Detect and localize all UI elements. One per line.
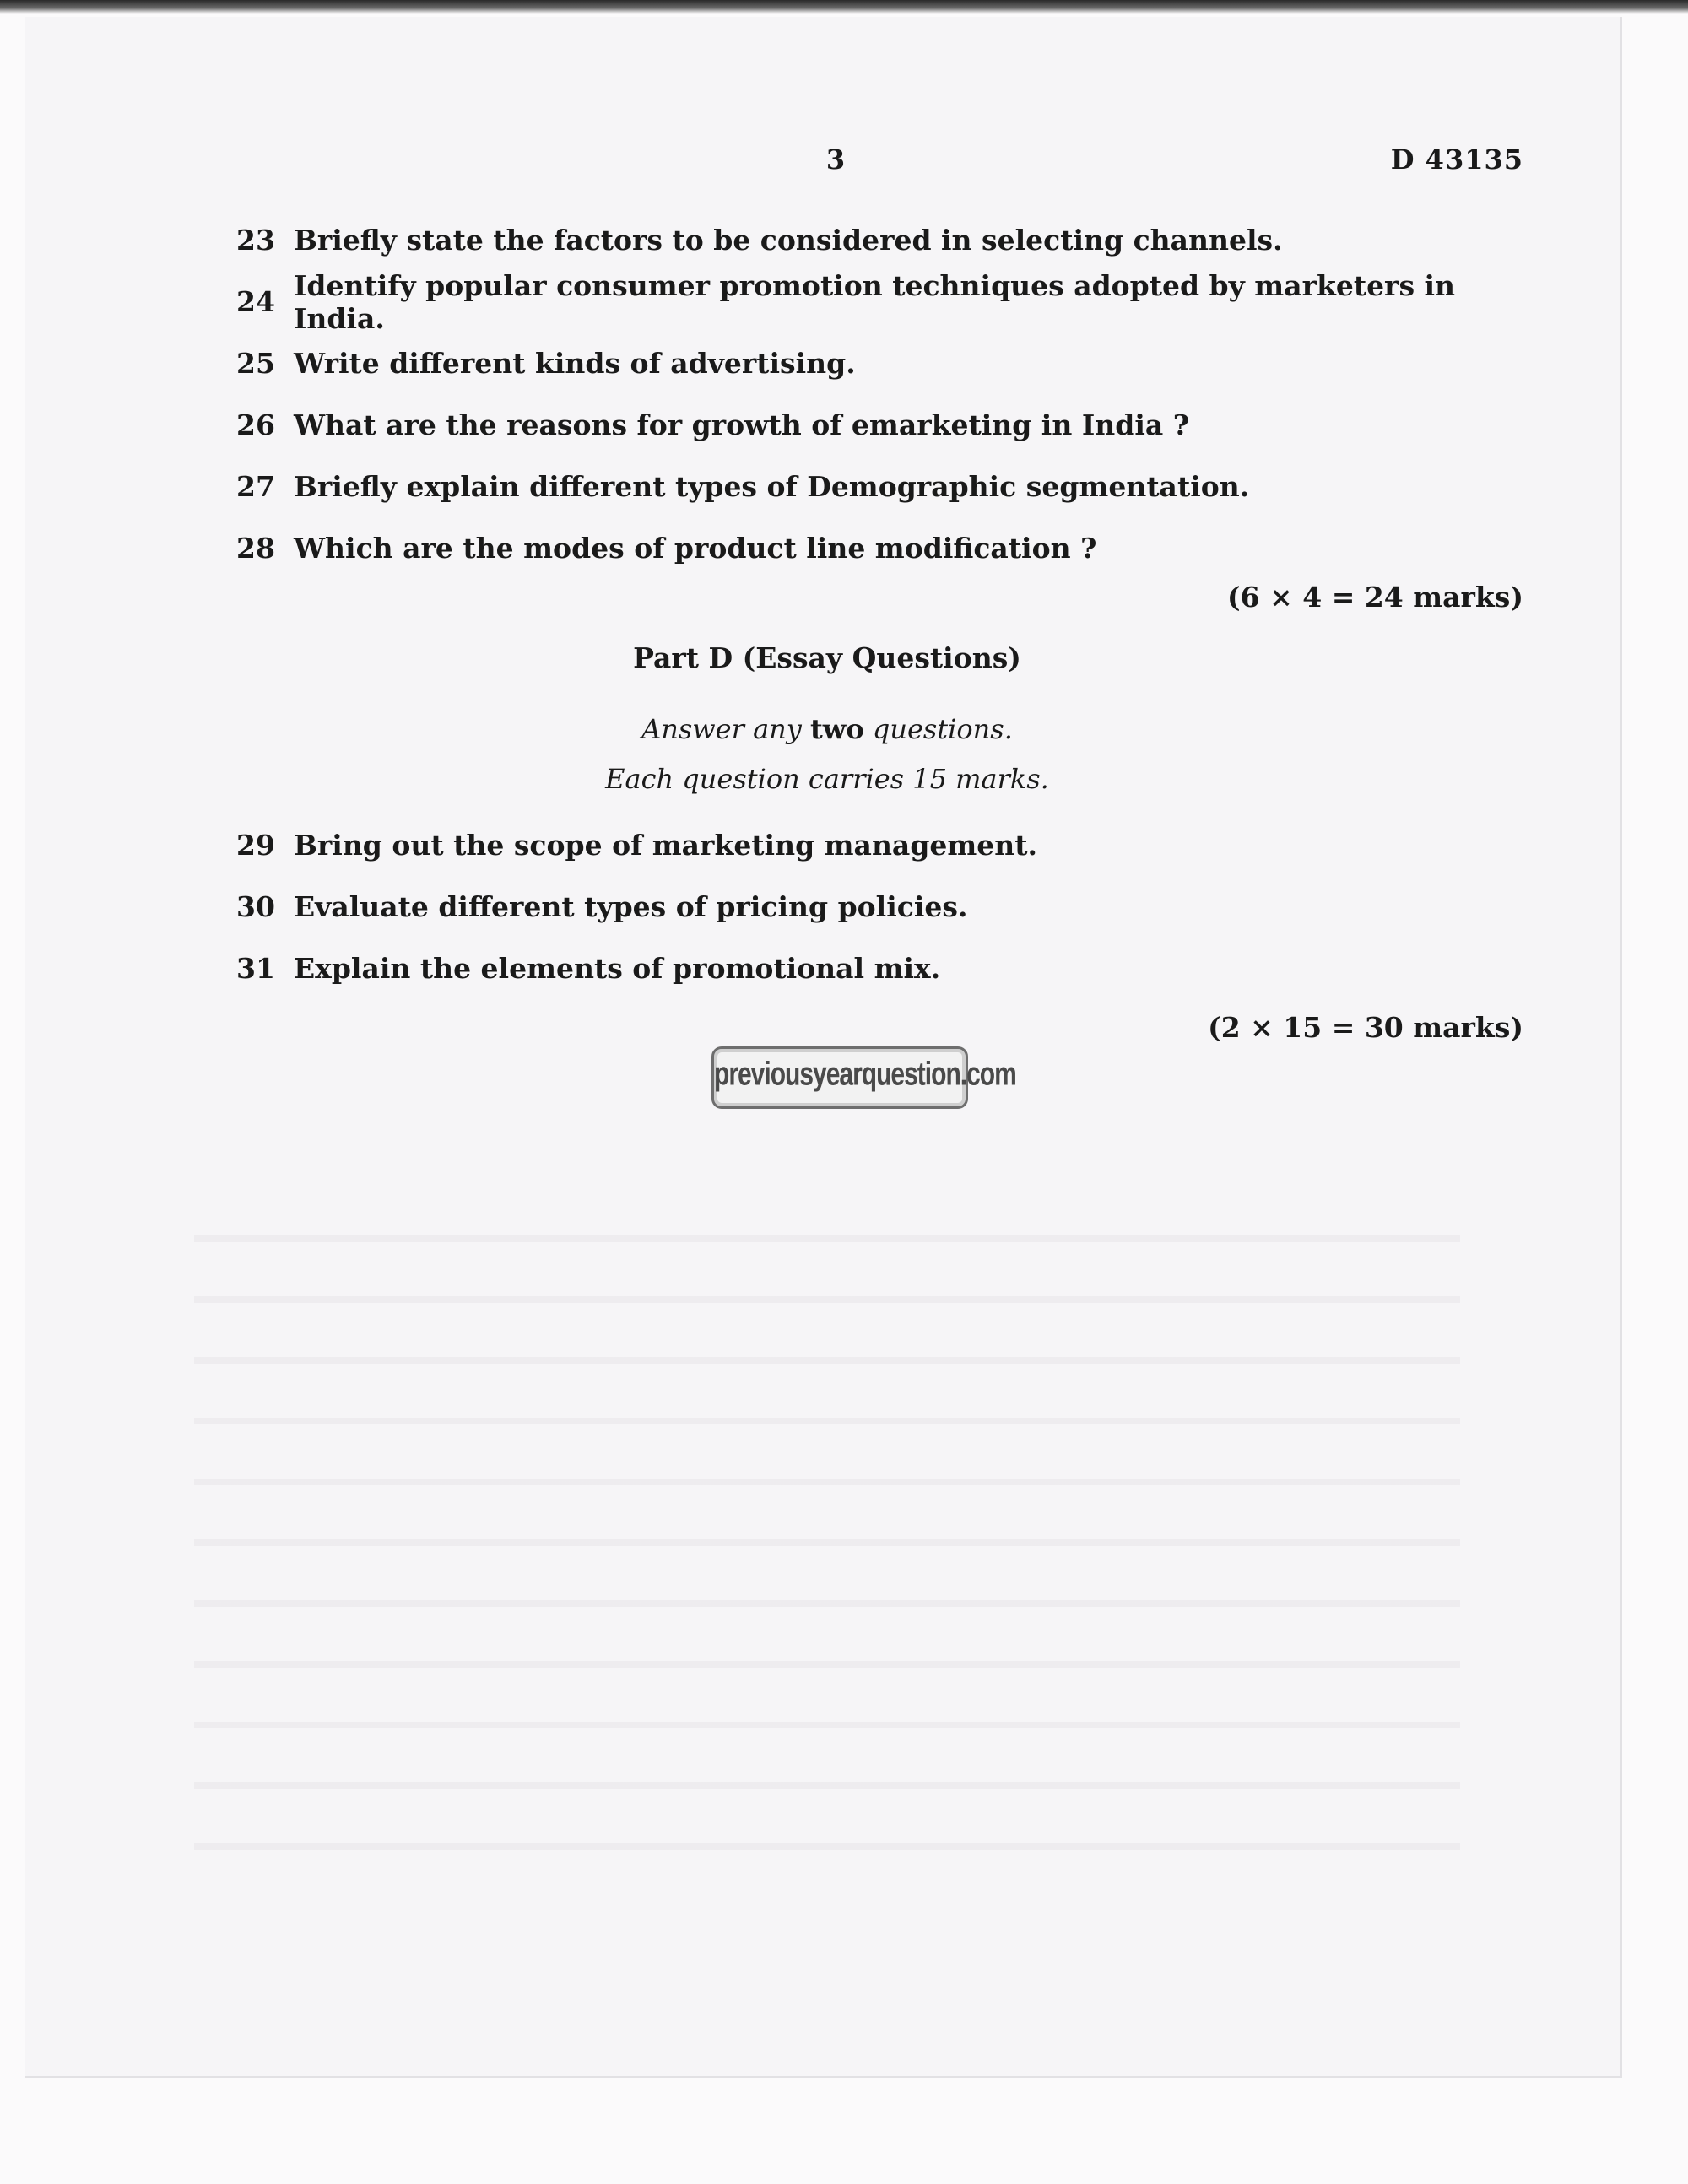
question-number: 31 xyxy=(236,952,275,985)
question-27 xyxy=(236,456,1519,517)
part-c-marks: (6 × 4 = 24 marks) xyxy=(1227,581,1523,614)
question-29 xyxy=(236,814,1519,876)
question-number: 28 xyxy=(236,532,275,565)
part-d-instruction xyxy=(0,713,1654,745)
question-text: Write different kinds of advertising. xyxy=(294,347,856,380)
part-d-title: Part D (Essay Questions) xyxy=(633,641,1021,674)
part-c-questions xyxy=(236,209,1519,579)
question-text: Identify popular consumer promotion techniques adopted by marketers in India. xyxy=(294,268,1456,335)
question-number: 27 xyxy=(236,470,275,503)
question-number: 23 xyxy=(236,224,275,257)
question-text: Briefly explain different types of Demographic segmentation. xyxy=(294,470,1250,503)
question-text: Briefly state the factors to be considered in selecting channels. xyxy=(294,224,1283,257)
question-25 xyxy=(236,332,1519,394)
question-number: 25 xyxy=(236,347,275,380)
question-26 xyxy=(236,394,1519,456)
question-number: 24 xyxy=(236,285,275,318)
question-number: 26 xyxy=(236,408,275,441)
question-23 xyxy=(236,209,1519,271)
question-text: Which are the modes of product line modification ? xyxy=(294,532,1097,565)
instruction-prefix: Answer any xyxy=(641,713,802,745)
paper-code: D 43135 xyxy=(1390,143,1523,176)
question-31 xyxy=(236,938,1519,999)
instruction-count: two xyxy=(810,713,864,745)
watermark-text: previousyearquestion.com xyxy=(714,1056,1016,1093)
question-number: 29 xyxy=(236,829,275,862)
question-28 xyxy=(236,517,1519,579)
question-text: What are the reasons for growth of emarketing in India ? xyxy=(294,408,1190,441)
instruction-suffix: questions. xyxy=(872,713,1013,745)
watermark-logo xyxy=(711,1046,1016,1109)
question-text: Bring out the scope of marketing management. xyxy=(294,829,1038,862)
scan-top-edge xyxy=(0,0,1688,14)
question-text: Explain the elements of promotional mix. xyxy=(294,952,941,985)
page-number: 3 xyxy=(825,143,846,176)
bleed-through-texture xyxy=(194,1181,1460,1857)
part-d-marks-note: Each question carries 15 marks. xyxy=(605,763,1049,795)
question-number: 30 xyxy=(236,890,275,923)
part-d-marks: (2 × 15 = 30 marks) xyxy=(1208,1011,1523,1044)
question-24 xyxy=(236,268,1519,335)
part-d-questions xyxy=(236,814,1519,999)
question-text: Evaluate different types of pricing policies. xyxy=(294,890,968,923)
question-30 xyxy=(236,876,1519,938)
